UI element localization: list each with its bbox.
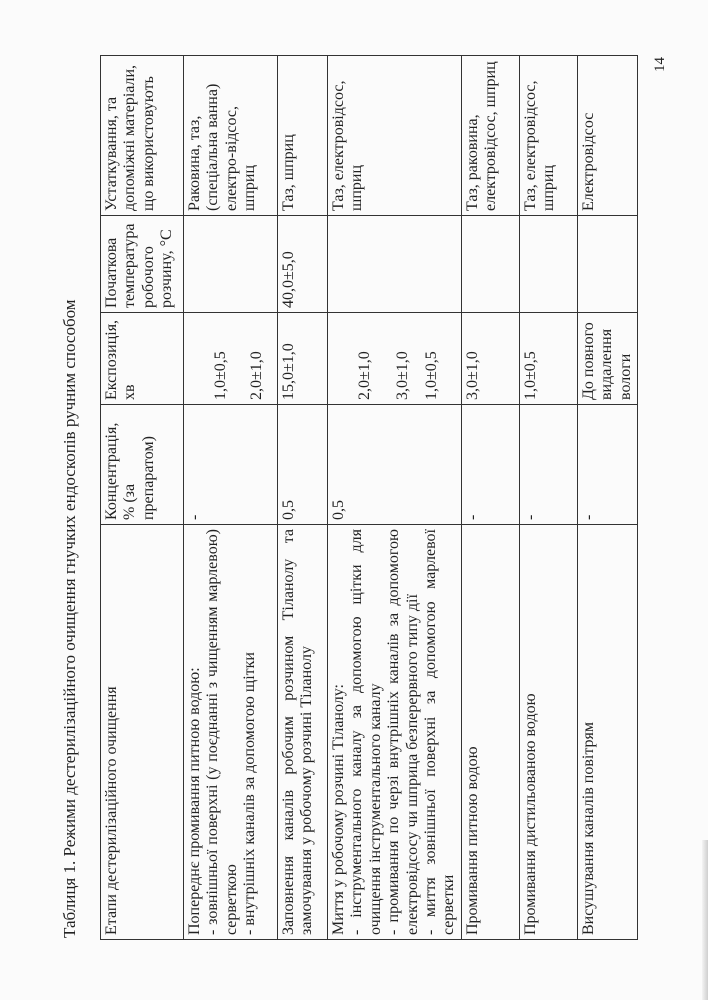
stage-line: - інструментального каналу за допомогою щітки для очищення інструментального каналу <box>348 529 384 935</box>
equipment-cell: Таз, електровідсос, шприц <box>328 56 462 216</box>
header-temperature: Початкова температура робочого розчину, °С <box>101 216 184 313</box>
table-row <box>278 56 328 940</box>
concentration-cell <box>328 405 462 525</box>
table-caption: Таблиця 1. Режими дестерилізаційного очищення гнучких ендоскопів ручним способом <box>60 299 79 938</box>
temperature-cell <box>184 216 278 313</box>
stage-cell <box>328 525 462 940</box>
temperature-cell <box>328 216 462 313</box>
concentration-cell <box>461 405 519 525</box>
stage-line: Заповнення каналів робочим розчином Тіланолу та замочування у робочому розчині Тіланолу <box>280 529 316 935</box>
concentration-cell <box>184 405 278 525</box>
exposure-cell <box>184 313 278 405</box>
temperature-cell <box>519 216 577 313</box>
temperature-cell <box>461 216 519 313</box>
concentration-value: - <box>463 514 481 520</box>
exposure-cell <box>577 313 637 405</box>
exposure-value: 15,0±1,0 <box>280 343 297 400</box>
stage-line: - зовнішньої поверхні (у поєднанні з чищенням марлевою) серветкою <box>204 529 240 935</box>
exposure-value: До повного видалення вологи <box>579 322 634 400</box>
exposure-cell <box>461 313 519 405</box>
header-stage: Етапи дестерилізаційного очищення <box>101 525 184 940</box>
table-row <box>577 56 637 940</box>
exposure-value: 1,0±0,5 <box>422 351 440 400</box>
concentration-value: - <box>579 514 597 520</box>
concentration-value: 0,5 <box>330 500 347 520</box>
stage-line: - внутрішніх каналів за допомогою щітки <box>241 652 259 935</box>
header-exposure: Експозиція, хв <box>101 313 184 405</box>
temperature-cell <box>577 216 637 313</box>
exposure-value: 2,0±1,0 <box>356 351 373 400</box>
stage-line: Промивання дистильованою водою <box>521 693 539 935</box>
stage-line: Попереднє промивання питною водою: <box>186 667 203 935</box>
exposure-value: 3,0±1,0 <box>463 351 481 400</box>
equipment-cell: Таз, раковина, електровідсос, шприц <box>461 56 519 216</box>
stage-cell <box>461 525 519 940</box>
stage-cell <box>519 525 577 940</box>
table-row <box>461 56 519 940</box>
exposure-value: 2,0±1,0 <box>248 351 266 400</box>
equipment-cell: Таз, електровідсос, шприц <box>519 56 577 216</box>
concentration-value: 0,5 <box>280 500 297 520</box>
temperature-cell: 40,0±5,0 <box>278 216 328 313</box>
equipment-cell: Електровідсос <box>577 56 637 216</box>
stage-line: Висушування каналів повітрям <box>579 721 597 935</box>
scan-edge-shadow <box>702 840 708 1000</box>
exposure-value: 1,0±0,5 <box>212 351 229 400</box>
table-row <box>328 56 462 940</box>
concentration-cell <box>278 405 328 525</box>
exposure-value: 1,0±0,5 <box>521 351 539 400</box>
concentration-value: - <box>521 514 539 520</box>
table-row <box>184 56 278 940</box>
header-row <box>101 56 184 940</box>
stage-line: Промивання питною водою <box>463 746 481 935</box>
header-equipment: Устаткування, та допоміжні матеріали, що використовують <box>101 56 184 216</box>
cleaning-modes-table <box>100 55 638 940</box>
exposure-value: 3,0±1,0 <box>394 351 412 400</box>
equipment-cell: Раковина, таз, (спеціальна ванна) електро-відсос, шприц <box>184 56 278 216</box>
table-row <box>519 56 577 940</box>
stage-line: - промивання по черзі внутрішніх каналів за допомогою електровідсосу чи шприца безперервного типу дії <box>385 529 421 935</box>
stage-line: Миття у робочому розчині Тіланолу: <box>330 683 347 935</box>
stage-cell <box>184 525 278 940</box>
exposure-cell <box>278 313 328 405</box>
exposure-cell <box>519 313 577 405</box>
exposure-cell <box>328 313 462 405</box>
header-concentration: Концентрація, % (за препаратом) <box>101 405 184 525</box>
page-number: 14 <box>652 57 668 72</box>
stage-line: - миття зовнішньої поверхні за допомогою марлевої серветки <box>421 529 458 935</box>
concentration-value: - <box>186 514 203 520</box>
equipment-cell: Таз, шприц <box>278 56 328 216</box>
stage-cell <box>278 525 328 940</box>
concentration-cell <box>577 405 637 525</box>
concentration-cell <box>519 405 577 525</box>
stage-cell <box>577 525 637 940</box>
